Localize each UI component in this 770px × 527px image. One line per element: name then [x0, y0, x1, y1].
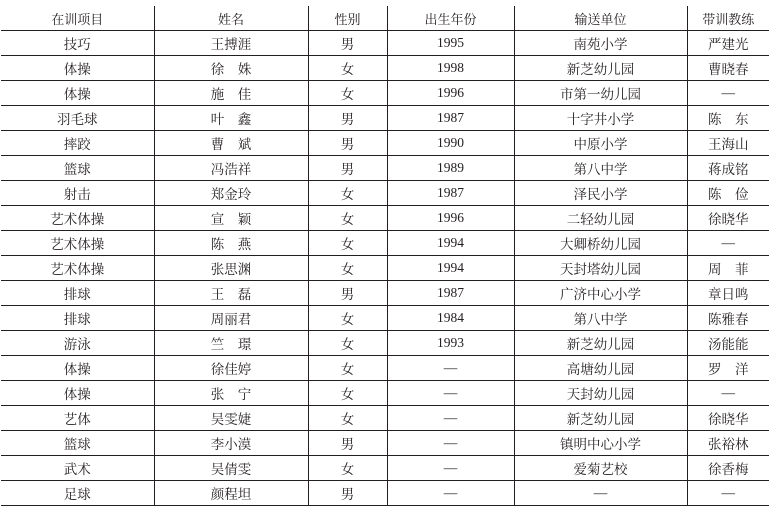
- coach-cell: 徐晓华: [687, 406, 769, 431]
- school-cell: 天封幼儿园: [514, 381, 687, 406]
- gender-cell: 女: [308, 206, 387, 231]
- coach-cell: 陈 东: [687, 106, 769, 131]
- name-cell: 周丽君: [154, 306, 308, 331]
- sport-cell: 体操: [1, 81, 154, 106]
- birth-year-cell: 1987: [387, 281, 514, 306]
- sport-cell: 武术: [1, 456, 154, 481]
- birth-year-cell: 1990: [387, 131, 514, 156]
- sport-cell: 艺术体操: [1, 206, 154, 231]
- name-cell: 张思渊: [154, 256, 308, 281]
- school-cell: 十字井小学: [514, 106, 687, 131]
- name-cell: 郑金玲: [154, 181, 308, 206]
- sport-cell: 体操: [1, 56, 154, 81]
- coach-cell: —: [687, 381, 769, 406]
- name-cell: 张 宁: [154, 381, 308, 406]
- school-cell: 高塘幼儿园: [514, 356, 687, 381]
- sport-cell: 游泳: [1, 331, 154, 356]
- school-cell: 镇明中心小学: [514, 431, 687, 456]
- table-row: [1, 31, 769, 56]
- gender-cell: 女: [308, 256, 387, 281]
- table-row: [1, 231, 769, 256]
- coach-cell: —: [687, 481, 769, 506]
- name-cell: 王搏涯: [154, 31, 308, 56]
- name-cell: 叶 鑫: [154, 106, 308, 131]
- coach-cell: —: [687, 231, 769, 256]
- header-cell-school: 输送单位: [514, 6, 687, 31]
- sport-cell: 摔跤: [1, 131, 154, 156]
- name-cell: 吴倩雯: [154, 456, 308, 481]
- coach-cell: 陈 俭: [687, 181, 769, 206]
- coach-cell: 罗 洋: [687, 356, 769, 381]
- header-row: [1, 6, 769, 31]
- sport-cell: 技巧: [1, 31, 154, 56]
- coach-cell: 王海山: [687, 131, 769, 156]
- name-cell: 曹 斌: [154, 131, 308, 156]
- table-row: [1, 281, 769, 306]
- sport-cell: 艺术体操: [1, 231, 154, 256]
- school-cell: 爱菊艺校: [514, 456, 687, 481]
- school-cell: 市第一幼儿园: [514, 81, 687, 106]
- header-cell-birth-year: 出生年份: [387, 6, 514, 31]
- header-cell-coach: 带训教练: [687, 6, 769, 31]
- birth-year-cell: 1993: [387, 331, 514, 356]
- name-cell: 冯浩祥: [154, 156, 308, 181]
- school-cell: 泽民小学: [514, 181, 687, 206]
- school-cell: 中原小学: [514, 131, 687, 156]
- school-cell: 新芝幼儿园: [514, 406, 687, 431]
- gender-cell: 女: [308, 181, 387, 206]
- gender-cell: 女: [308, 306, 387, 331]
- birth-year-cell: 1998: [387, 56, 514, 81]
- gender-cell: 男: [308, 31, 387, 56]
- sport-cell: 体操: [1, 381, 154, 406]
- name-cell: 王 磊: [154, 281, 308, 306]
- school-cell: 第八中学: [514, 306, 687, 331]
- header-cell-name: 姓名: [154, 6, 308, 31]
- table-row: [1, 156, 769, 181]
- table-row: [1, 381, 769, 406]
- birth-year-cell: 1996: [387, 81, 514, 106]
- coach-cell: 陈雅春: [687, 306, 769, 331]
- coach-cell: —: [687, 81, 769, 106]
- name-cell: 陈 燕: [154, 231, 308, 256]
- birth-year-cell: 1984: [387, 306, 514, 331]
- gender-cell: 男: [308, 156, 387, 181]
- name-cell: 宣 颖: [154, 206, 308, 231]
- gender-cell: 女: [308, 381, 387, 406]
- table-row: [1, 356, 769, 381]
- name-cell: 吴雯婕: [154, 406, 308, 431]
- school-cell: 第八中学: [514, 156, 687, 181]
- birth-year-cell: 1995: [387, 31, 514, 56]
- school-cell: 二轻幼儿园: [514, 206, 687, 231]
- table-row: [1, 206, 769, 231]
- sport-cell: 体操: [1, 356, 154, 381]
- sport-cell: 射击: [1, 181, 154, 206]
- sport-cell: 排球: [1, 281, 154, 306]
- gender-cell: 男: [308, 481, 387, 506]
- coach-cell: 徐晓华: [687, 206, 769, 231]
- name-cell: 李小漠: [154, 431, 308, 456]
- athlete-roster-table: [1, 6, 769, 506]
- table-row: [1, 331, 769, 356]
- school-cell: 广济中心小学: [514, 281, 687, 306]
- coach-cell: 汤能能: [687, 331, 769, 356]
- gender-cell: 女: [308, 456, 387, 481]
- school-cell: 新芝幼儿园: [514, 331, 687, 356]
- name-cell: 颜程坦: [154, 481, 308, 506]
- table-body: [1, 31, 769, 506]
- coach-cell: 徐香梅: [687, 456, 769, 481]
- gender-cell: 男: [308, 131, 387, 156]
- gender-cell: 女: [308, 356, 387, 381]
- birth-year-cell: 1996: [387, 206, 514, 231]
- table-row: [1, 256, 769, 281]
- birth-year-cell: —: [387, 431, 514, 456]
- sport-cell: 足球: [1, 481, 154, 506]
- name-cell: 竺 璟: [154, 331, 308, 356]
- table-row: [1, 406, 769, 431]
- table-row: [1, 81, 769, 106]
- birth-year-cell: 1989: [387, 156, 514, 181]
- birth-year-cell: —: [387, 381, 514, 406]
- header-cell-sport: 在训项目: [1, 6, 154, 31]
- table-header: [1, 6, 769, 31]
- header-cell-gender: 性别: [308, 6, 387, 31]
- name-cell: 徐 姝: [154, 56, 308, 81]
- gender-cell: 女: [308, 231, 387, 256]
- coach-cell: 严建光: [687, 31, 769, 56]
- birth-year-cell: —: [387, 456, 514, 481]
- birth-year-cell: 1987: [387, 106, 514, 131]
- gender-cell: 女: [308, 81, 387, 106]
- table-row: [1, 481, 769, 506]
- birth-year-cell: —: [387, 481, 514, 506]
- coach-cell: 章日鸣: [687, 281, 769, 306]
- sport-cell: 篮球: [1, 156, 154, 181]
- sport-cell: 排球: [1, 306, 154, 331]
- name-cell: 施 佳: [154, 81, 308, 106]
- birth-year-cell: 1994: [387, 256, 514, 281]
- school-cell: 大卿桥幼儿园: [514, 231, 687, 256]
- gender-cell: 女: [308, 56, 387, 81]
- school-cell: 新芝幼儿园: [514, 56, 687, 81]
- coach-cell: 张裕林: [687, 431, 769, 456]
- gender-cell: 女: [308, 406, 387, 431]
- gender-cell: 女: [308, 331, 387, 356]
- table-row: [1, 181, 769, 206]
- table-row: [1, 56, 769, 81]
- birth-year-cell: —: [387, 356, 514, 381]
- name-cell: 徐佳婷: [154, 356, 308, 381]
- school-cell: 南苑小学: [514, 31, 687, 56]
- sport-cell: 篮球: [1, 431, 154, 456]
- sport-cell: 艺术体操: [1, 256, 154, 281]
- table-row: [1, 456, 769, 481]
- school-cell: 天封塔幼儿园: [514, 256, 687, 281]
- birth-year-cell: 1987: [387, 181, 514, 206]
- coach-cell: 蒋成铭: [687, 156, 769, 181]
- sport-cell: 艺体: [1, 406, 154, 431]
- coach-cell: 曹晓春: [687, 56, 769, 81]
- table-row: [1, 106, 769, 131]
- table-row: [1, 131, 769, 156]
- sport-cell: 羽毛球: [1, 106, 154, 131]
- gender-cell: 男: [308, 281, 387, 306]
- table-row: [1, 431, 769, 456]
- gender-cell: 男: [308, 431, 387, 456]
- table-row: [1, 306, 769, 331]
- school-cell: —: [514, 481, 687, 506]
- gender-cell: 男: [308, 106, 387, 131]
- coach-cell: 周 菲: [687, 256, 769, 281]
- birth-year-cell: 1994: [387, 231, 514, 256]
- birth-year-cell: —: [387, 406, 514, 431]
